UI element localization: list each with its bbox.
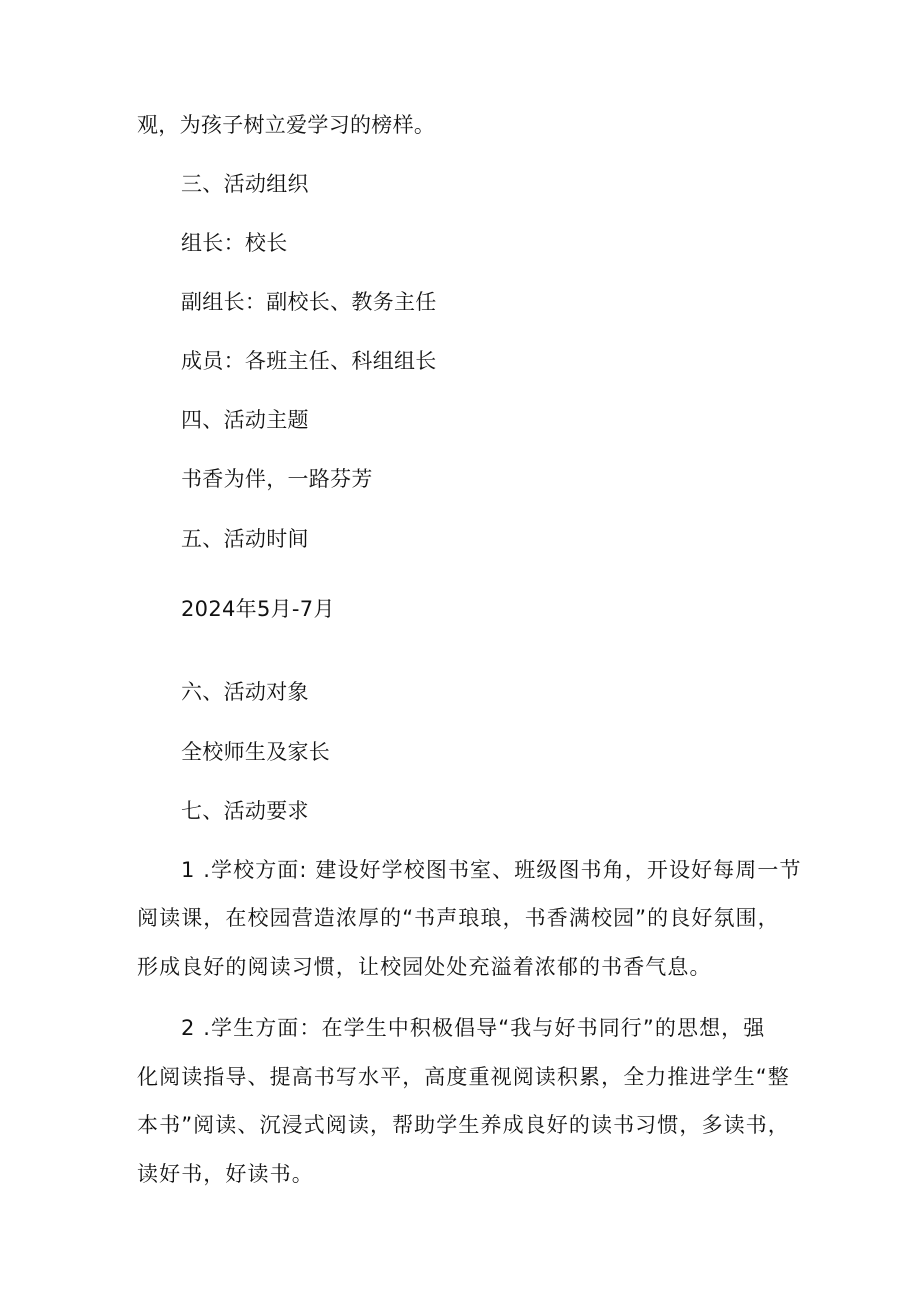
members-line: 成员：各班主任、科组组长: [181, 349, 437, 373]
audience-line: 全校师生及家长: [181, 740, 331, 764]
requirement-1-line-3: 形成良好的阅读习惯，让校园处处充溢着浓郁的书香气息。: [137, 955, 712, 979]
section-heading-requirements: 七、活动要求: [181, 799, 309, 823]
requirement-2-line-3: 本书”阅读、沉浸式阅读，帮助学生养成良好的读书习惯，多读书，: [137, 1113, 790, 1137]
requirement-2-line-1: 2 .学生方面：在学生中积极倡导“我与好书同行”的思想，强: [181, 1016, 766, 1040]
requirement-1-line-2: 阅读课，在校园营造浓厚的“书声琅琅，书香满校园”的良好氛围，: [137, 906, 780, 930]
section-heading-time: 五、活动时间: [181, 527, 309, 551]
deputy-leader-line: 副组长：副校长、教务主任: [181, 290, 437, 314]
section-heading-audience: 六、活动对象: [181, 680, 309, 704]
leader-line: 组长：校长: [181, 231, 288, 255]
section-heading-theme: 四、活动主题: [181, 408, 309, 432]
requirement-2-line-4: 读好书，好读书。: [137, 1162, 314, 1186]
section-heading-organization: 三、活动组织: [181, 172, 309, 196]
theme-line: 书香为伴，一路芬芳: [181, 467, 373, 491]
time-line: 2024年5月-7月: [181, 597, 335, 621]
requirement-1-line-1: 1 .学校方面: 建设好学校图书室、班级图书角，开设好每周一节: [181, 858, 802, 882]
requirement-2-line-2: 化阅读指导、提高书写水平，高度重视阅读积累，全力推进学生“整: [137, 1065, 790, 1089]
continuation-line: 观，为孩子树立爱学习的榜样。: [137, 113, 436, 137]
